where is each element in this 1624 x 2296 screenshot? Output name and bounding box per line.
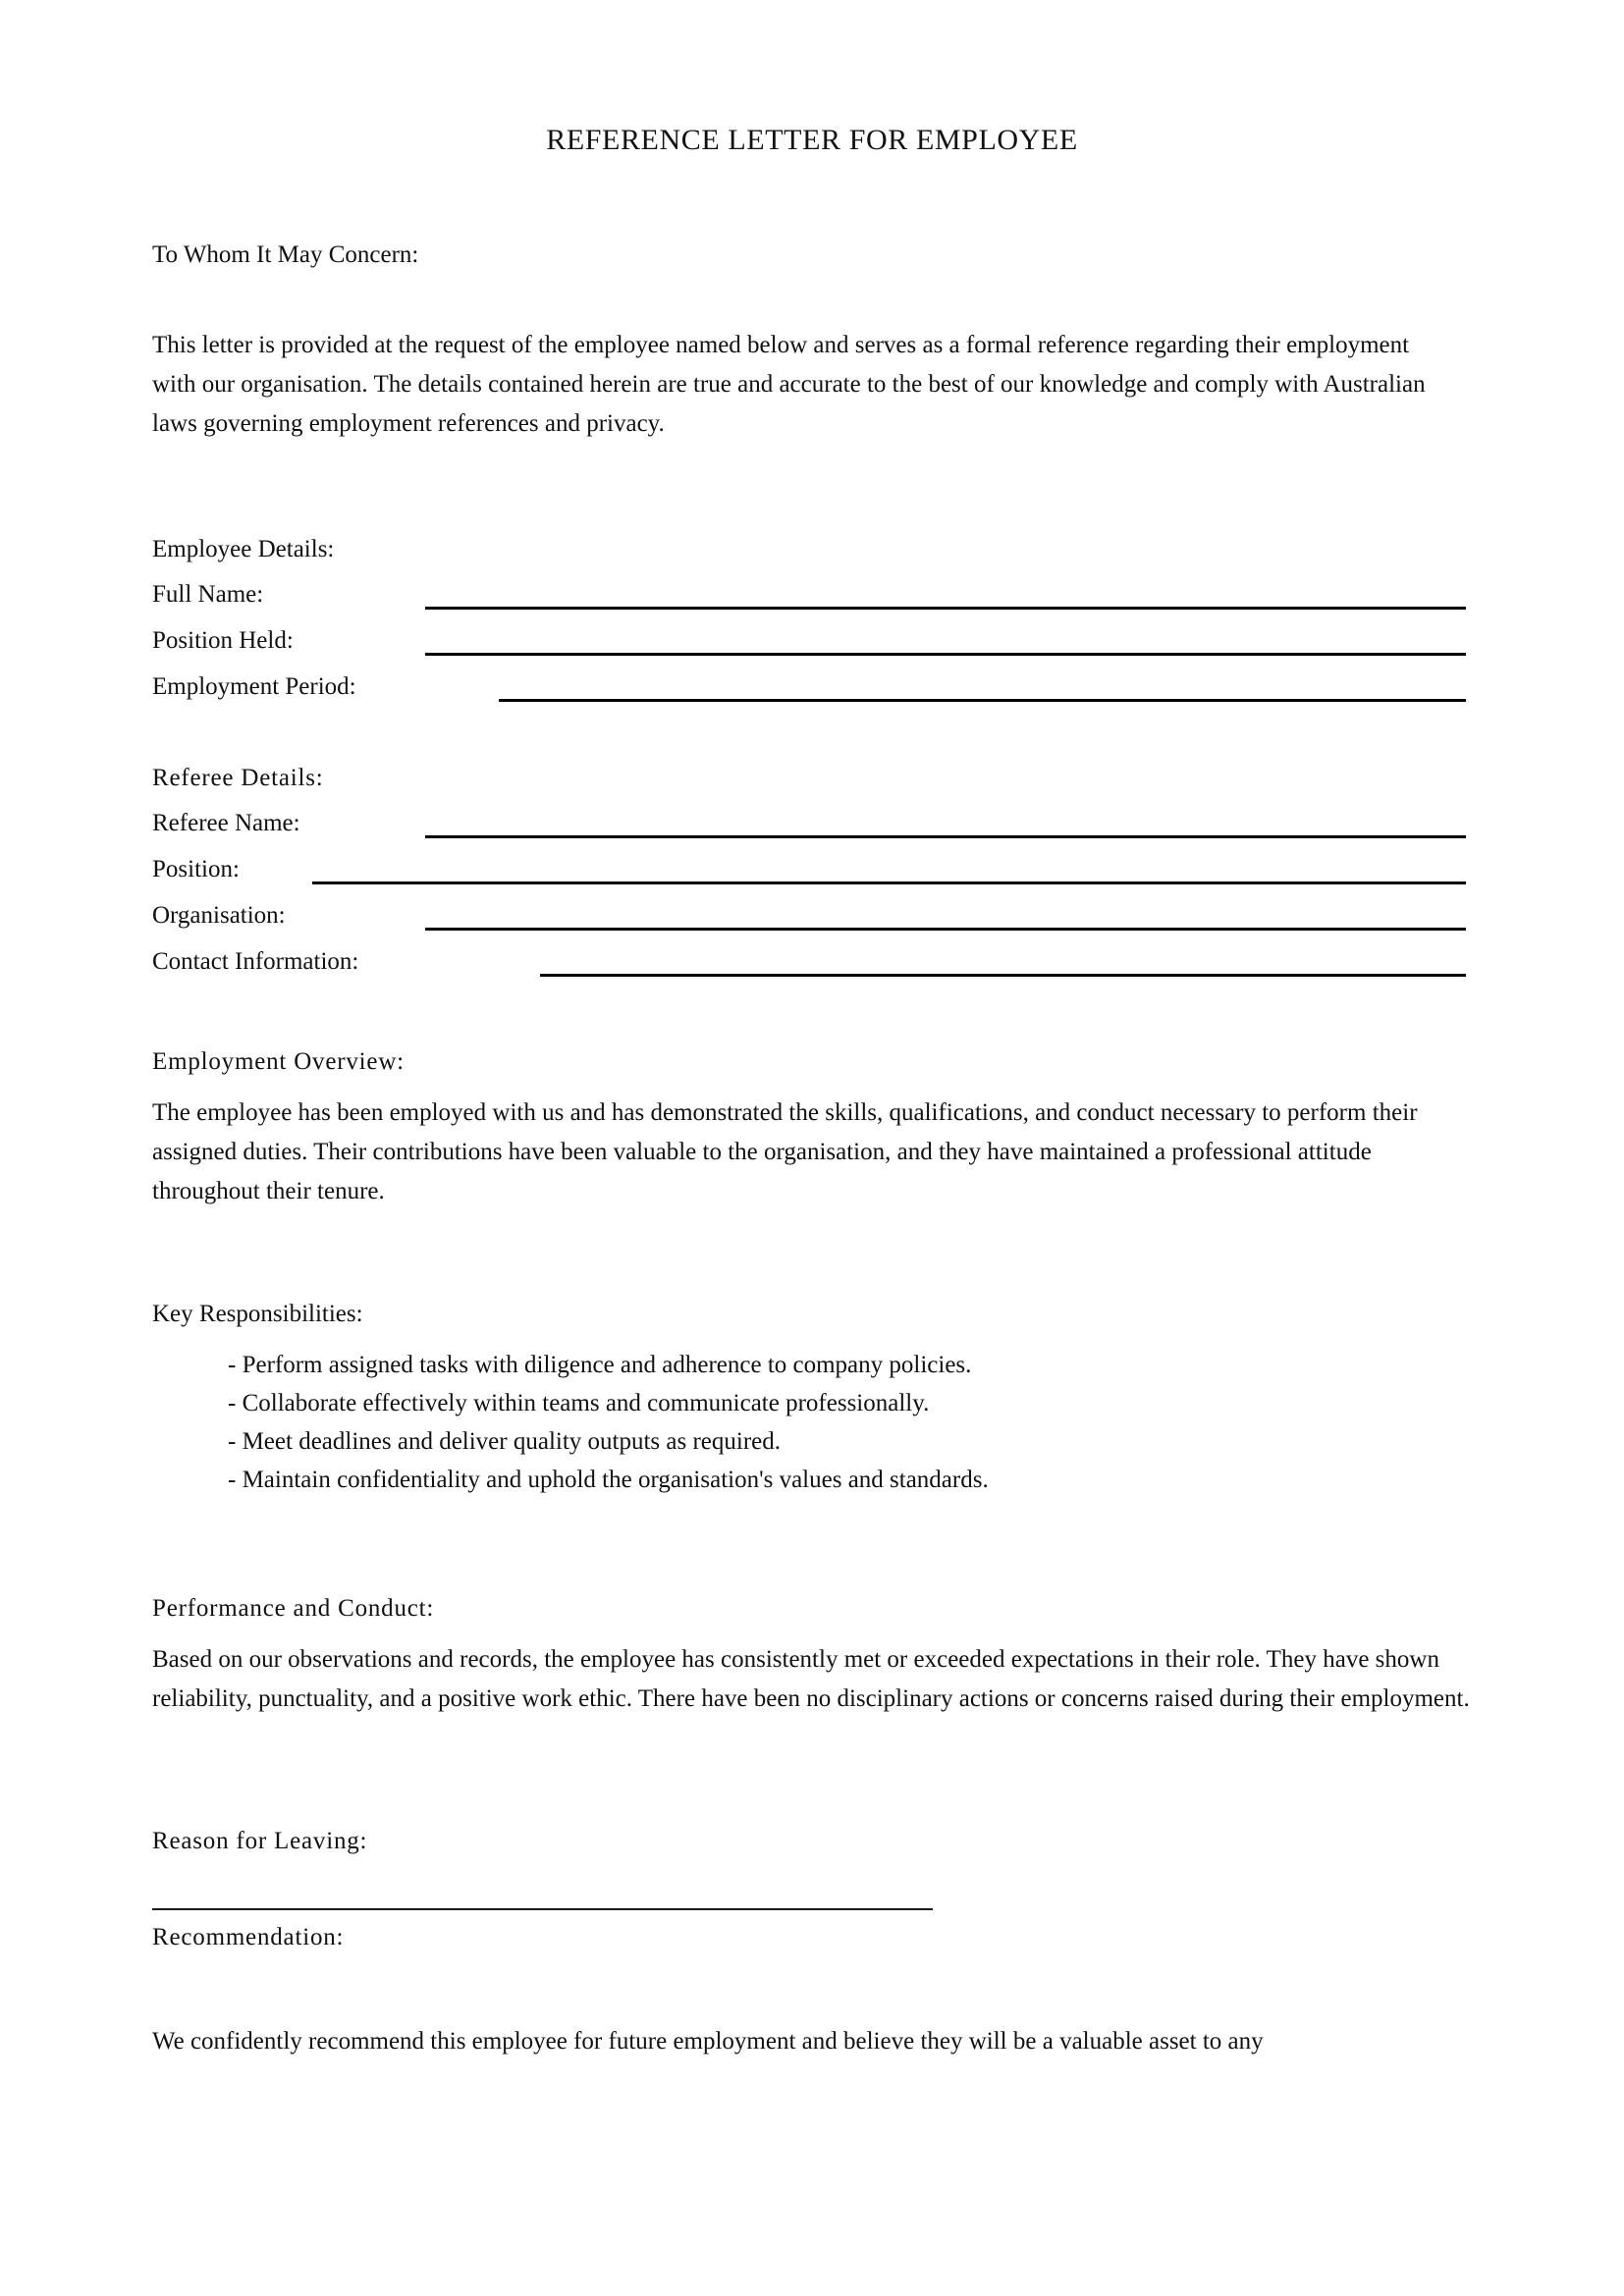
referee-name-label: Referee Name: (152, 810, 300, 836)
position-held-label: Position Held: (152, 627, 294, 654)
employment-overview-heading: Employment Overview: (152, 1048, 405, 1075)
employment-period-label: Employment Period: (152, 673, 356, 700)
intro-paragraph: This letter is provided at the request of the employee named below and serves as a formal reference regarding their employment with our organisation. The details contained herein are true and accurate to the best of our knowledge and comply with Australian laws governing employment references and privacy. (152, 332, 1426, 437)
full-name-input-rule[interactable] (425, 607, 1466, 610)
employee-details-heading: Employee Details: (152, 536, 335, 562)
reason-for-leaving-input-rule[interactable] (152, 1908, 933, 1910)
referee-contact-input-rule[interactable] (540, 974, 1466, 977)
referee-contact-label: Contact Information: (152, 948, 359, 975)
key-responsibilities-heading: Key Responsibilities: (152, 1301, 363, 1327)
list-item: - Perform assigned tasks with diligence and adherence to company policies. (228, 1352, 972, 1378)
recommendation-heading: Recommendation: (152, 1924, 345, 1950)
referee-organisation-label: Organisation: (152, 902, 286, 929)
referee-name-input-rule[interactable] (425, 835, 1466, 838)
key-responsibilities-list (228, 1346, 989, 1499)
referee-position-label: Position: (152, 856, 240, 882)
reason-for-leaving-heading: Reason for Leaving: (152, 1828, 368, 1854)
employment-period-input-rule[interactable] (499, 699, 1466, 702)
list-item: - Maintain confidentiality and uphold the organisation's values and standards. (228, 1467, 989, 1493)
performance-and-conduct-heading: Performance and Conduct: (152, 1595, 435, 1622)
list-item: - Meet deadlines and deliver quality outputs as required. (228, 1428, 782, 1455)
referee-organisation-input-rule[interactable] (425, 928, 1466, 931)
full-name-label: Full Name: (152, 581, 264, 608)
employment-overview-body: The employee has been employed with us and has demonstrated the skills, qualifications, and conduct necessary to perform their assigned duties. Their contributions have been valuable to the organisation, and they have maintained a professional attitude throughout their tenure. (152, 1099, 1418, 1204)
page-title: REFERENCE LETTER FOR EMPLOYEE (546, 124, 1078, 156)
referee-details-heading: Referee Details: (152, 765, 324, 791)
list-item: - Collaborate effectively within teams and communicate professionally. (228, 1390, 930, 1416)
referee-position-input-rule[interactable] (312, 881, 1466, 884)
performance-and-conduct-body: Based on our observations and records, the employee has consistently met or exceeded expectations in their role. They have shown reliability, punctuality, and a positive work ethic. There have been no disciplinary actions or concerns raised during their employment. (152, 1646, 1470, 1712)
recommendation-body: We confidently recommend this employee for future employment and believe they will be a valuable asset to any (152, 2028, 1264, 2055)
position-held-input-rule[interactable] (425, 653, 1466, 656)
salutation-text: To Whom It May Concern: (152, 241, 419, 268)
